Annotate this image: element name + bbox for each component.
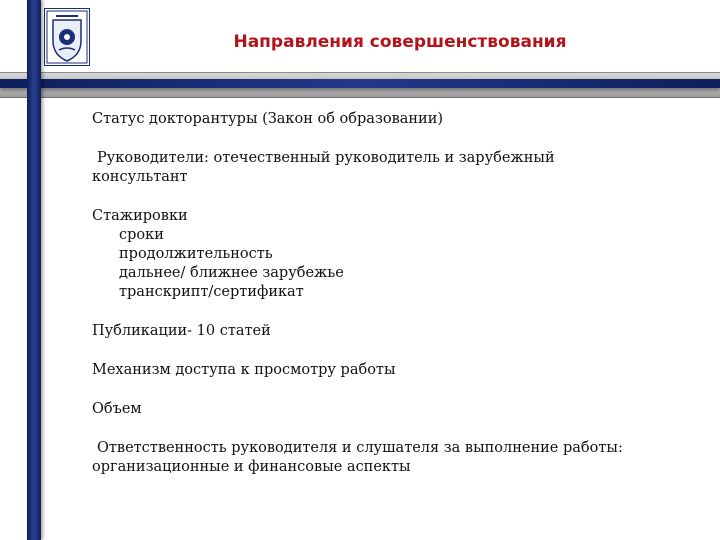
slide-title: Направления совершенствования [233,32,567,52]
item-responsibility-line1: Ответственность руководителя и слушателя за выполнение работы: [97,440,623,456]
header-accent-line [0,79,720,88]
subitem-duration: продолжительность [119,246,273,262]
list-item [92,149,692,187]
list-item [92,110,692,129]
item-supervisors-line2: консультант [92,169,188,185]
item-internships: Стажировки [92,208,188,224]
list-item [92,439,692,477]
list-item [92,207,692,302]
item-volume: Объем [92,401,142,417]
item-responsibility-line2: организационные и финансовые аспекты [92,459,411,475]
item-doctoral-status: Статус докторантуры (Закон об образовании) [92,111,444,127]
list-item [92,322,692,341]
item-supervisors-line1: Руководители: отечественный руководитель и зарубежный [97,150,555,166]
item-access-mechanism: Механизм доступа к просмотру работы [92,362,396,378]
university-crest-icon [44,8,90,66]
list-item [92,400,692,419]
list-item [92,361,692,380]
subitem-transcript: транскрипт/сертификат [119,284,304,300]
content-list [92,110,692,497]
item-publications: Публикации- 10 статей [92,323,271,339]
subitem-terms: сроки [119,227,164,243]
subitem-abroad: дальнее/ ближнее зарубежье [119,265,344,281]
left-accent-bar [27,0,41,540]
